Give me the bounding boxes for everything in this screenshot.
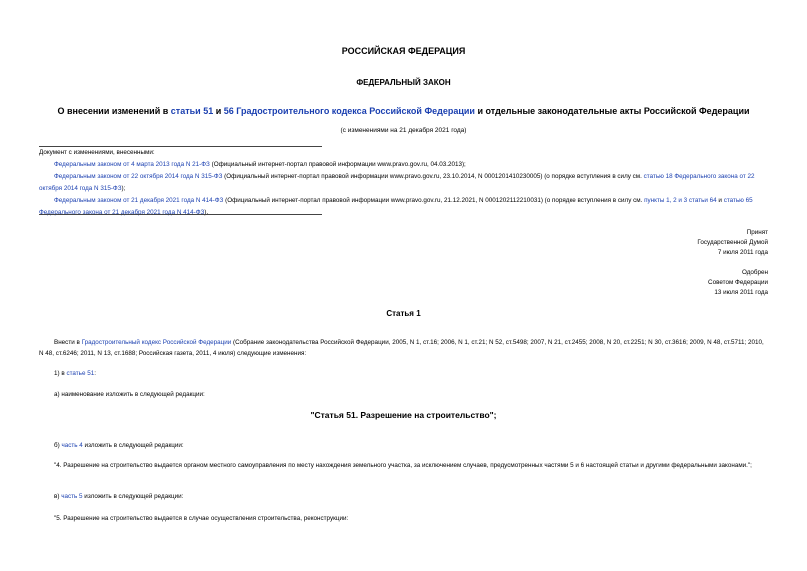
item-b: б) часть 4 изложить в следующей редакции: [54,442,184,449]
item-b-quote: "4. Разрешение на строительство выдается органом местного самоуправления по месту нахождения земельного участка, за исключением случаев, предусмотренных частями 5 и 6 настоящей статьи и другими федеральными законами."; [54,462,752,469]
history-link-315fz[interactable]: Федеральным законом от 22 октября 2014 года N 315-ФЗ [54,173,223,180]
article-intro: Внести в Градостроительный кодекс Российской Федерации (Собрание законодательства Российской Федерации, 2005, N 1, ст.16; 2006, N 1, ст.21; N 52, ст.5498; 2007, N 21, ст.2455; 2008, N 20, ст.2251; N 30, ст.3616; 2009, N 48, ст.5711; 2010, N 48, ст.6246; 2011, N 13, ст.1688; Российская газета, 2011, 4 июля) следующие изменения: [39,339,764,357]
article-heading: Статья 1 [386,309,421,318]
history-intro: Документ с изменениями, внесенными: [39,149,155,156]
quoted-article-title: "Статья 51. Разрешение на строительство"; [310,410,497,420]
history-link-414fz-art-65[interactable]: статью 65 Федерального закона от 21 декабря 2021 года N 414-ФЗ [39,197,753,216]
document-title [0,106,807,116]
history-link-21fz[interactable]: Федеральным законом от 4 марта 2013 года N 21-ФЗ [54,161,210,168]
link-part-5[interactable]: часть 5 [61,493,83,500]
title-suffix: и отдельные законодательные акты Российской Федерации [477,106,750,116]
history-item-2: Федеральным законом от 22 октября 2014 года N 315-ФЗ (Официальный интернет-портал правовой информации www.pravo.gov.ru, 23.10.2014, N 0001201410230005) (о порядке вступления в силу см. статью 18 Федерального закона от 22 октября 2014 года N 315-ФЗ); [39,173,755,192]
country-heading: РОССИЙСКАЯ ФЕДЕРАЦИЯ [341,46,466,56]
item-v-quote: "5. Разрешение на строительство выдается в случае осуществления строительства, реконструкции: [54,515,349,522]
title-prefix: О внесении изменений в [57,106,169,116]
document-subtitle: (с изменениями на 21 декабря 2021 года) [340,127,467,134]
history-item-1: Федеральным законом от 4 марта 2013 года N 21-ФЗ (Официальный интернет-портал правовой информации www.pravo.gov.ru, 04.03.2013); [54,161,466,168]
adoption-duma: Принят Государственной Думой 7 июля 2011 года [697,229,768,256]
history-bottom-rule [39,214,322,215]
item-v: в) часть 5 изложить в следующей редакции: [54,493,184,500]
link-grad-code[interactable]: Градостроительный кодекс Российской Федерации [81,339,232,346]
history-item-3: Федеральным законом от 21 декабря 2021 года N 414-ФЗ (Официальный интернет-портал правовой информации www.pravo.gov.ru, 21.12.2021, N 0001202112210031) (о порядке вступления в силу см. пункты 1, 2 и 3 статьи 64 и статью 65 Федерального закона от 21 декабря 2021 года N 414-ФЗ). [39,197,753,216]
title-link-article-51[interactable]: статьи 51 [170,106,214,116]
history-link-414fz-art-64[interactable]: пункты 1, 2 и 3 статьи 64 [644,197,717,204]
item-a: а) наименование изложить в следующей редакции: [54,391,205,398]
title-link-article-56[interactable]: 56 Градостроительного кодекса Российской Федерации [223,106,475,116]
item-1: 1) в статье 51: [54,370,96,377]
change-history [39,147,769,219]
link-article-51[interactable]: статье 51 [66,370,95,377]
link-part-4[interactable]: часть 4 [61,442,83,449]
adoption-council: Одобрен Советом Федерации 13 июля 2011 года [708,269,768,296]
history-link-315fz-article-18[interactable]: статью 18 Федерального закона от 22 октября 2014 года N 315-ФЗ [39,173,755,192]
history-link-414fz[interactable]: Федеральным законом от 21 декабря 2021 года N 414-ФЗ [54,197,224,204]
title-and: и [215,106,222,116]
law-type-heading: ФЕДЕРАЛЬНЫЙ ЗАКОН [356,78,451,87]
